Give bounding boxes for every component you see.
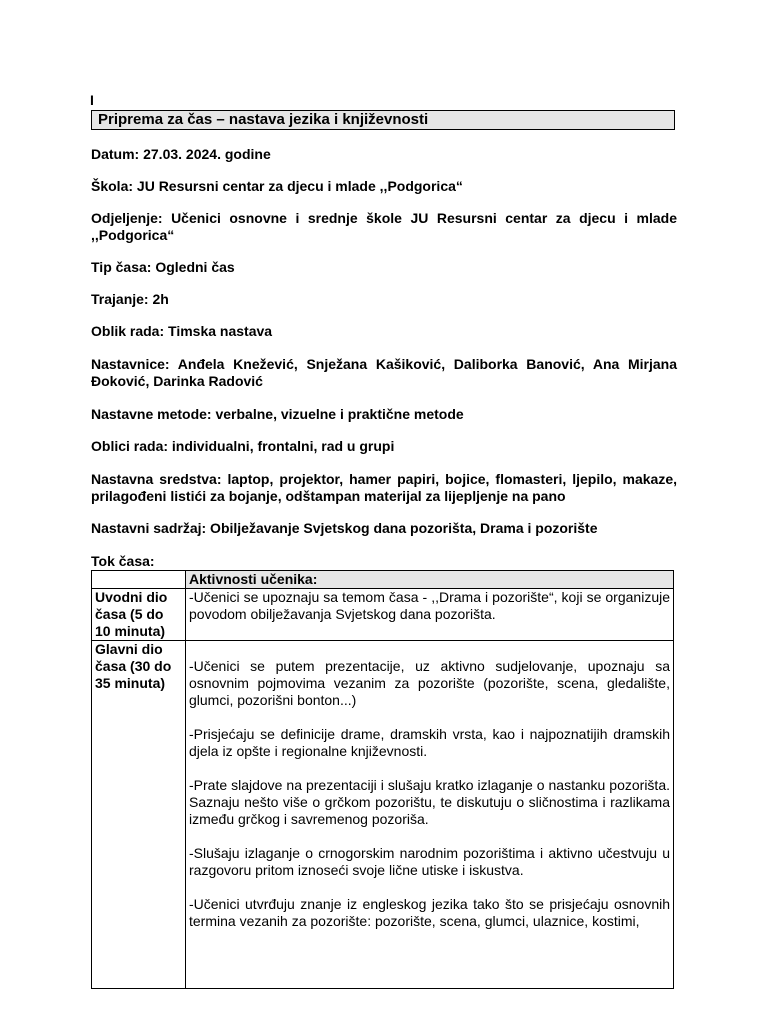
field-nastavnice: Nastavnice: Anđela Knežević, Snježana Kašiković, Daliborka Banović, Ana Mirjana Đoković, Darinka Radović xyxy=(91,356,677,389)
field-nastavna-sredstva: Nastavna sredstva: laptop, projektor, hamer papiri, bojice, flomasteri, ljepilo, makaze, prilagođeni listići za bojanje, odštampan materijal za lijepljenje na pano xyxy=(91,471,677,504)
table-row xyxy=(92,641,674,989)
lesson-flow-table xyxy=(91,570,674,989)
table-header-row xyxy=(92,571,674,589)
field-skola: Škola: JU Resursni centar za djecu i mlade ,,Podgorica“ xyxy=(91,178,463,194)
activity-paragraph: -Prate slajdove na prezentaciji i slušaju kratko izlaganje o nastanku pozorišta. Saznaju nešto više o grčkom pozorištu, te diskutuju o sličnostima i razlikama između grčkog i savremenog pozoriša. xyxy=(189,777,670,827)
field-trajanje: Trajanje: 2h xyxy=(91,291,169,307)
activity-paragraph: -Učenici se upoznaju sa temom časa - ,,Drama i pozorište“, koji se organizuje povodom obilježavanja Svjetskog dana pozorišta. xyxy=(189,589,670,622)
field-oblici-rada: Oblici rada: individualni, frontalni, rad u grupi xyxy=(91,438,395,454)
field-odjeljenje: Odjeljenje: Učenici osnovne i srednje škole JU Resursni centar za djecu i mlade ,,Podgorica“ xyxy=(91,210,677,243)
table-header-phase xyxy=(92,571,186,589)
activity-paragraph: -Učenici utvrđuju znanje iz engleskog jezika tako što se prisjećaju osnovnih termina vezanih za pozorište: pozorište, scena, glumci, ulaznice, kostimi, xyxy=(189,896,670,929)
table-header-activities: Aktivnosti učenika: xyxy=(186,571,674,589)
activity-paragraph: -Prisjećaju se definicije drame, dramskih vrsta, kao i najpoznatijih dramskih djela iz opšte i regionalne književnosti. xyxy=(189,726,670,759)
field-tok-casa-label: Tok časa: xyxy=(91,553,155,569)
activity-paragraph: -Učenici se putem prezentacije, uz aktivno sudjelovanje, upoznaju sa osnovnim pojmovima vezanim za pozorište (pozorište, scena, gledalište, glumci, pozorišni bonton...) xyxy=(189,658,670,708)
table-cell-activities xyxy=(186,641,674,989)
table-row xyxy=(92,589,674,641)
table-cell-phase: Glavni dio časa (30 do 35 minuta) xyxy=(92,641,186,989)
activity-paragraph: -Slušaju izlaganje o crnogorskim narodnim pozorištima i aktivno učestvuju u razgovoru pritom iznoseći svoje lične utiske i iskustva. xyxy=(189,845,670,878)
document-title-box xyxy=(91,110,675,130)
field-nastavne-metode: Nastavne metode: verbalne, vizuelne i praktične metode xyxy=(91,406,464,422)
table-cell-phase: Uvodni dio časa (5 do 10 minuta) xyxy=(92,589,186,641)
table-cell-activities xyxy=(186,589,674,641)
field-nastavni-sadrzaj: Nastavni sadržaj: Obilježavanje Svjetskog dana pozorišta, Drama i pozorište xyxy=(91,520,598,536)
field-tip-casa: Tip časa: Ogledni čas xyxy=(91,259,235,275)
field-datum: Datum: 27.03. 2024. godine xyxy=(91,146,271,162)
document-title: Priprema za čas – nastava jezika i književnosti xyxy=(98,111,429,128)
field-oblik-rada: Oblik rada: Timska nastava xyxy=(91,323,273,339)
text-cursor-marker: I xyxy=(90,92,94,108)
